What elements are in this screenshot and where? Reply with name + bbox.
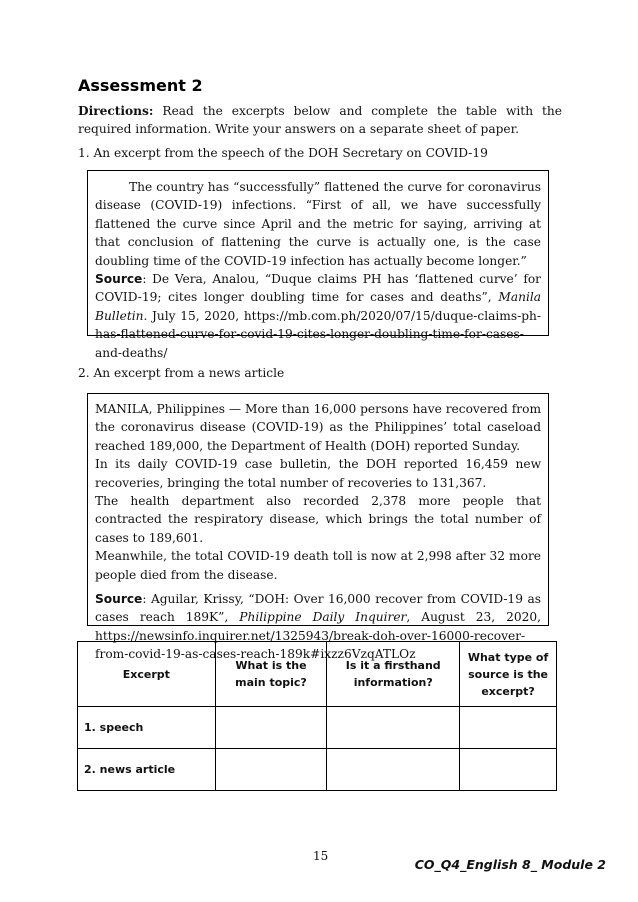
table-header-row: [78, 642, 557, 707]
speech-source-url: July 15, 2020, https://mb.com.ph/2020/07/15/duque-claims-ph-has-flattened-curve-for-covid-19-cites-longer-doubling-time-for-cases-and-deaths/: [95, 308, 541, 360]
header-excerpt: Excerpt: [78, 642, 216, 707]
directions-label: Directions:: [78, 104, 154, 118]
row-label-speech: 1. speech: [78, 707, 216, 749]
table-row: [78, 707, 557, 749]
answer-cell: [327, 749, 460, 791]
row-label-news-article: 2. news article: [78, 749, 216, 791]
directions-text: Read the excerpts below and complete the table with the required information. Write your answers on a separate sheet of paper.: [78, 104, 562, 136]
speech-source-citation: : De Vera, Analou, “Duque claims PH has ‘flattened curve’ for COVID-19; cites longer doubling time for cases and deaths”,: [95, 272, 541, 305]
answer-table: [77, 641, 557, 791]
news-source-label: Source: [95, 592, 143, 607]
news-paragraph: The health department also recorded 2,378 more people that contracted the respiratory disease, which brings the total number of cases to 189,601.: [95, 494, 541, 545]
header-main-topic: What is the main topic?: [215, 642, 327, 707]
page-number: 15: [313, 849, 329, 863]
news-source-url: , August 23, 2020, https://newsinfo.inquirer.net/1325943/break-doh-over-16000-recover-from-covid-19-as-cases-reach-189k#ixzz6VzqATLOz: [95, 610, 541, 662]
news-source-citation: : Aguilar, Krissy, “DOH: Over 16,000 recover from COVID-19 as cases reach 189K”,: [95, 592, 541, 625]
news-paragraph: Meanwhile, the total COVID-19 death toll is now at 2,998 after 32 more people died from the disease.: [95, 549, 541, 582]
news-paragraph: In its daily COVID-19 case bulletin, the DOH reported 16,459 new recoveries, bringing the total number of recoveries to 131,367.: [95, 457, 541, 490]
table-row: [78, 749, 557, 791]
header-firsthand: Is it a firsthand information?: [327, 642, 460, 707]
speech-excerpt-box: [87, 170, 549, 360]
news-paragraph: MANILA, Philippines — More than 16,000 persons have recovered from the coronavirus disease (COVID-19) as the Philippines’ total caseload reached 189,000, the Department of Health (DOH) reported Sunday.: [95, 402, 541, 453]
item2-heading: 2. An excerpt from a news article: [78, 366, 285, 380]
news-excerpt-box: [87, 393, 549, 662]
answer-cell: [215, 707, 327, 749]
page-title: Assessment 2: [78, 76, 203, 95]
header-source-type: What type of source is the excerpt?: [460, 642, 557, 707]
speech-source-label: Source: [95, 272, 143, 287]
answer-cell: [460, 707, 557, 749]
answer-cell: [327, 707, 460, 749]
answer-cell: [460, 749, 557, 791]
answer-cell: [215, 749, 327, 791]
speech-source-publication: Manila Bulletin.: [95, 290, 541, 323]
module-label: CO_Q4_English 8_ Module 2: [414, 857, 606, 872]
speech-excerpt-text: The country has “successfully” flattened the curve for coronavirus disease (COVID-19) infections. “First of all, we have successfully flattened the curve since April and the metric for saying, arriving at that conclusion of flattening the curve is actually one, is the case doubling time of the COVID-19 infection has actually become longer.”: [95, 180, 541, 268]
directions: [78, 102, 562, 138]
news-source-publication: Philippine Daily Inquirer: [239, 610, 407, 625]
speech-source: [95, 270, 541, 362]
item1-heading: 1. An excerpt from the speech of the DOH Secretary on COVID-19: [78, 146, 488, 160]
